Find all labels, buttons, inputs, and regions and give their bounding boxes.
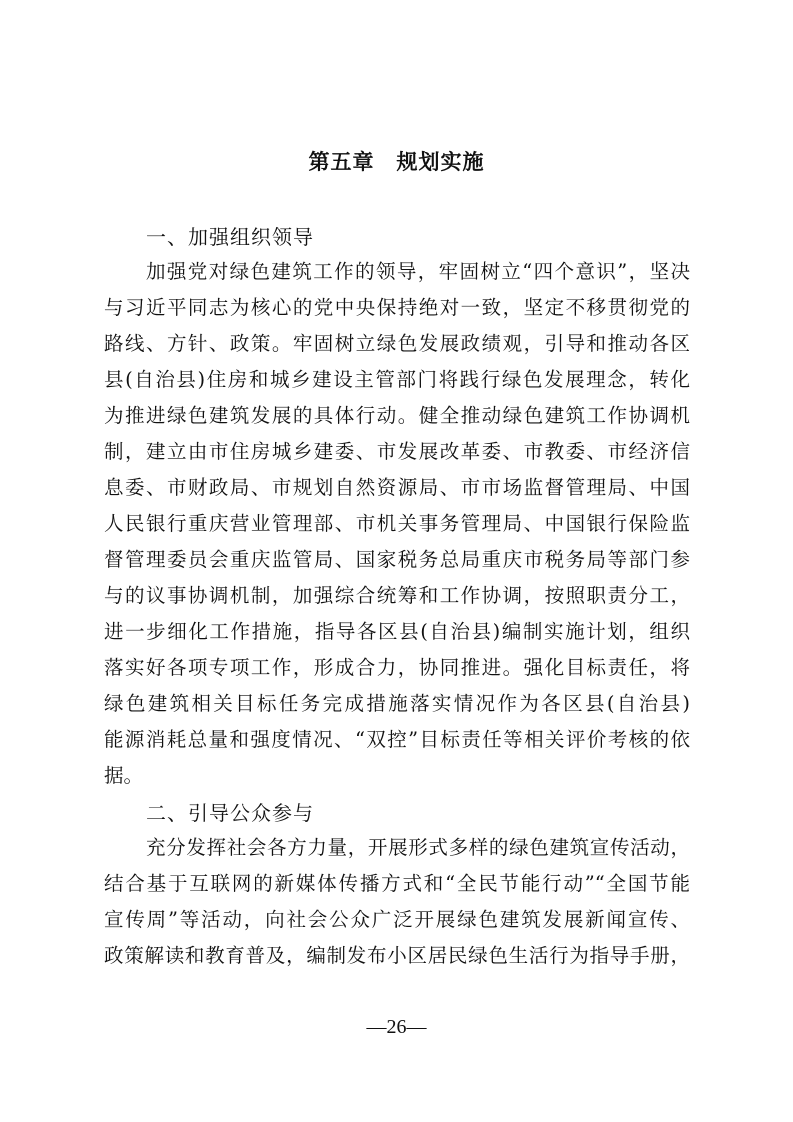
page-number: —26—	[366, 1016, 427, 1038]
paragraph-line: 息委、市财政局、市规划自然资源局、市市场监督管理局、中国	[104, 476, 690, 499]
paragraph-line: 与的议事协调机制，加强综合统筹和工作协调，按照职责分工，	[104, 584, 690, 607]
paragraph-line: 政策解读和教育普及，编制发布小区居民绿色生活行为指导手册，	[104, 944, 690, 967]
paragraph-line: 充分发挥社会各方力量，开展形式多样的绿色建筑宣传活动，	[146, 836, 690, 859]
paragraph-line: 人民银行重庆营业管理部、市机关事务管理局、中国银行保险监	[104, 512, 690, 535]
paragraph-line: 督管理委员会重庆监管局、国家税务总局重庆市税务局等部门参	[104, 548, 690, 571]
paragraph-line: 路线、方针、政策。牢固树立绿色发展政绩观，引导和推动各区	[104, 332, 690, 355]
section-heading-organization-leadership: 一、加强组织领导	[146, 225, 314, 249]
paragraph-line: 宣传周”等活动，向社会公众广泛开展绿色建筑发展新闻宣传、	[104, 908, 690, 931]
paragraph-line: 能源消耗总量和强度情况、“双控”目标责任等相关评价考核的依	[104, 728, 690, 751]
paragraph-line: 加强党对绿色建筑工作的领导，牢固树立“四个意识”，坚决	[146, 260, 690, 283]
paragraph-line: 落实好各项专项工作，形成合力，协同推进。强化目标责任，将	[104, 656, 690, 679]
paragraph-line: 为推进绿色建筑发展的具体行动。健全推动绿色建筑工作协调机	[104, 404, 690, 427]
paragraph-line: 县(自治县)住房和城乡建设主管部门将践行绿色发展理念，转化	[104, 368, 690, 391]
paragraph-line: 绿色建筑相关目标任务完成措施落实情况作为各区县(自治县)	[104, 692, 690, 715]
paragraph-line: 据。	[104, 764, 144, 787]
paragraph-line: 进一步细化工作措施，指导各区县(自治县)编制实施计划，组织	[104, 620, 690, 643]
paragraph-line: 与习近平同志为核心的党中央保持绝对一致，坚定不移贯彻党的	[104, 296, 690, 319]
paragraph-line: 结合基于互联网的新媒体传播方式和“全民节能行动”“全国节能	[104, 872, 690, 895]
paragraph-line: 制，建立由市住房城乡建委、市发展改革委、市教委、市经济信	[104, 440, 690, 463]
section-heading-public-participation: 二、引导公众参与	[146, 801, 314, 825]
chapter-title: 第五章 规划实施	[308, 150, 485, 174]
